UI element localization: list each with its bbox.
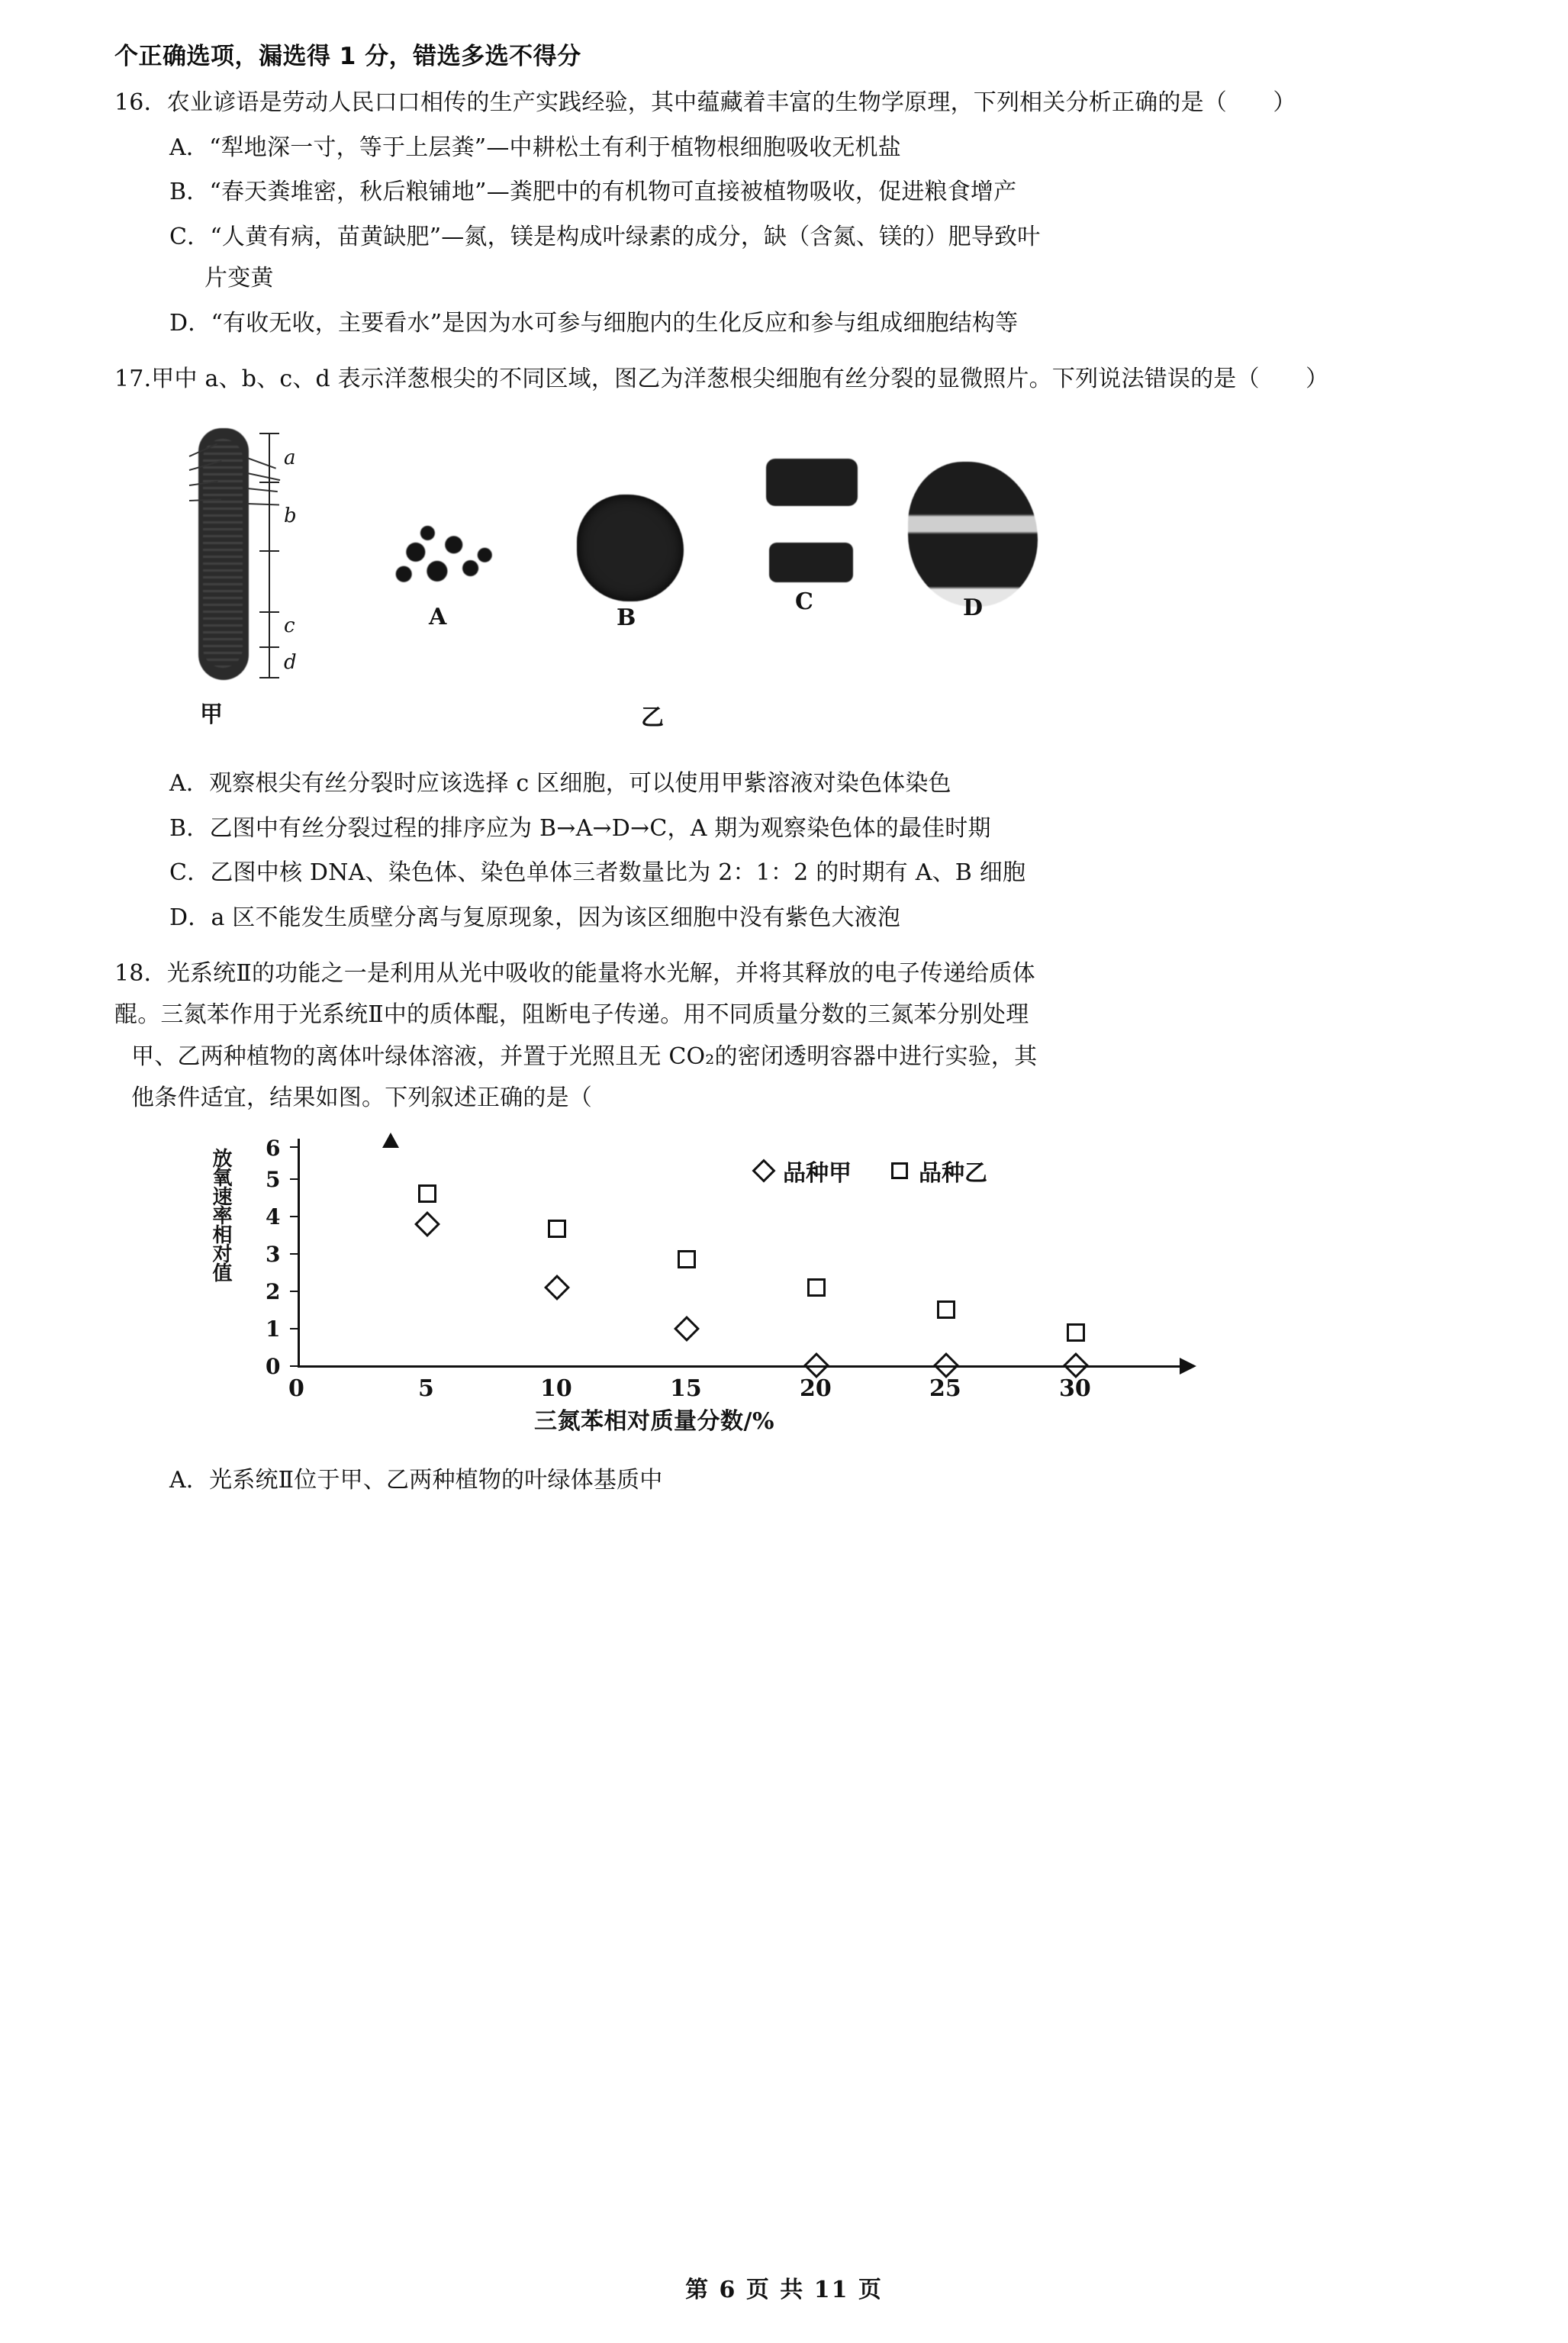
legend-label-jia: 品种甲 <box>783 1159 852 1187</box>
zone-label-b: b <box>284 504 297 528</box>
page-content <box>114 37 1457 1507</box>
zone-label-d: d <box>284 651 297 675</box>
x-tick-20: 20 <box>800 1375 832 1402</box>
y-tick-6: 6 <box>266 1135 281 1161</box>
y-axis-arrow-icon <box>382 1133 399 1148</box>
y-tick-3: 3 <box>266 1241 281 1267</box>
x-tick-15: 15 <box>670 1375 702 1402</box>
data-point-jia-25 <box>933 1352 959 1378</box>
zone-label-a: a <box>284 446 296 470</box>
x-tick-30: 30 <box>1059 1375 1091 1402</box>
data-point-jia-20 <box>803 1352 829 1378</box>
x-tick-5: 5 <box>418 1375 434 1402</box>
data-point-jia-10 <box>544 1275 570 1300</box>
y-tick-2: 2 <box>266 1278 281 1304</box>
question-16-option-c: C．“人黄有病，苗黄缺肥”—氮，镁是构成叶绿素的成分，缺（含氮、镁的）肥导致叶 <box>169 223 1041 250</box>
root-tip-diagram <box>153 422 328 743</box>
data-point-yi-10 <box>548 1220 566 1238</box>
figure-caption-jia: 甲 <box>200 701 223 729</box>
question-16-option-a: A．“犁地深一寸，等于上层粪”—中耕松土有利于植物根细胞吸收无机盐 <box>169 134 901 161</box>
question-16-option-d: D．“有收无收，主要看水”是因为水可参与细胞内的生化反应和参与组成细胞结构等 <box>169 309 1019 337</box>
y-tick-1: 1 <box>266 1316 281 1342</box>
chart-area <box>206 1131 1297 1435</box>
y-tick-4: 4 <box>266 1204 281 1230</box>
data-point-yi-20 <box>807 1278 826 1297</box>
cell-label-c: C <box>795 588 813 616</box>
question-16-option-c-cont: 片变黄 <box>204 265 274 292</box>
x-axis-arrow-icon <box>1180 1358 1196 1375</box>
page-footer: 第 6 页 共 11 页 <box>685 2277 883 2303</box>
question-16-option-b: B．“春天粪堆密，秋后粮铺地”—粪肥中的有机物可直接被植物吸收，促进粮食增产 <box>169 179 1017 206</box>
data-point-jia-30 <box>1063 1352 1089 1378</box>
question-17-stem: 17.甲中 a、b、c、d 表示洋葱根尖的不同区域，图乙为洋葱根尖细胞有丝分裂的显微照片。下列说法错误的是（ ） <box>114 365 1329 392</box>
cell-label-d: D <box>963 595 984 622</box>
mitosis-photo-b <box>557 487 702 632</box>
zone-scale <box>269 433 270 677</box>
mitosis-photo-c <box>748 459 877 619</box>
data-point-yi-30 <box>1067 1323 1085 1342</box>
figure-caption-yi: 乙 <box>641 704 664 732</box>
cell-label-b: B <box>617 604 636 632</box>
question-18-option-a: A．光系统Ⅱ位于甲、乙两种植物的叶绿体基质中 <box>169 1466 663 1494</box>
question-17-option-b: B．乙图中有丝分裂过程的排序应为 B→A→D→C，A 期为观察染色体的最佳时期 <box>169 814 991 842</box>
legend-marker-diamond-icon <box>752 1159 775 1182</box>
legend-label-yi: 品种乙 <box>919 1159 987 1187</box>
question-17-option-a: A．观察根尖有丝分裂时应该选择 c 区细胞，可以使用甲紫溶液对染色体染色 <box>169 770 951 798</box>
y-tick-5: 5 <box>266 1166 281 1192</box>
chart-legend <box>755 1154 987 1188</box>
mitosis-photo-d <box>900 462 1061 622</box>
question-18-stem-line-4: 他条件适宜，结果如图。下列叙述正确的是（ <box>131 1084 592 1112</box>
x-tick-25: 25 <box>929 1375 961 1402</box>
question-18-stem-line-3: 甲、乙两种植物的离体叶绿体溶液，并置于光照且无 CO₂的密闭透明容器中进行实验，其 <box>131 1043 1038 1070</box>
data-point-jia-15 <box>674 1316 700 1342</box>
page-header-note: 个正确选项，漏选得 1 分，错选多选不得分 <box>114 43 581 70</box>
cell-label-a: A <box>429 604 447 631</box>
chart-y-axis-label: 放氧速率相对值 <box>209 1147 232 1281</box>
y-tick-0: 0 <box>266 1353 281 1379</box>
data-point-yi-15 <box>678 1250 696 1268</box>
x-tick-0: 0 <box>288 1375 304 1402</box>
x-tick-10: 10 <box>540 1375 572 1402</box>
zone-label-c: c <box>284 614 295 638</box>
question-18-stem-line-2: 醌。三氮苯作用于光系统Ⅱ中的质体醌，阻断电子传递。用不同质量分数的三氮苯分别处理 <box>114 1001 1029 1029</box>
data-point-jia-5 <box>414 1211 440 1237</box>
question-17-option-c: C．乙图中核 DNA、染色体、染色单体三者数量比为 2：1：2 的时期有 A、B 细胞 <box>169 859 1026 887</box>
legend-marker-square-icon <box>891 1162 908 1179</box>
data-point-yi-25 <box>937 1300 955 1319</box>
question-18-chart <box>114 1131 1457 1436</box>
question-18-stem-line-1: 18．光系统Ⅱ的功能之一是利用从光中吸收的能量将水光解，并将其释放的电子传递给质体 <box>114 959 1035 987</box>
question-17-option-d: D．a 区不能发生质壁分离与复原现象，因为该区细胞中没有紫色大液泡 <box>169 904 901 931</box>
question-16-stem: 16．农业谚语是劳动人民口口相传的生产实践经验，其中蕴藏着丰富的生物学原理，下列相关分析正确的是（ ） <box>114 89 1296 116</box>
data-point-yi-5 <box>418 1184 436 1203</box>
chart-x-axis-label: 三氮苯相对质量分数/% <box>534 1407 774 1435</box>
question-17-figure <box>114 414 1457 758</box>
mitosis-photo-a <box>366 506 511 631</box>
chart-x-axis <box>298 1365 1183 1368</box>
